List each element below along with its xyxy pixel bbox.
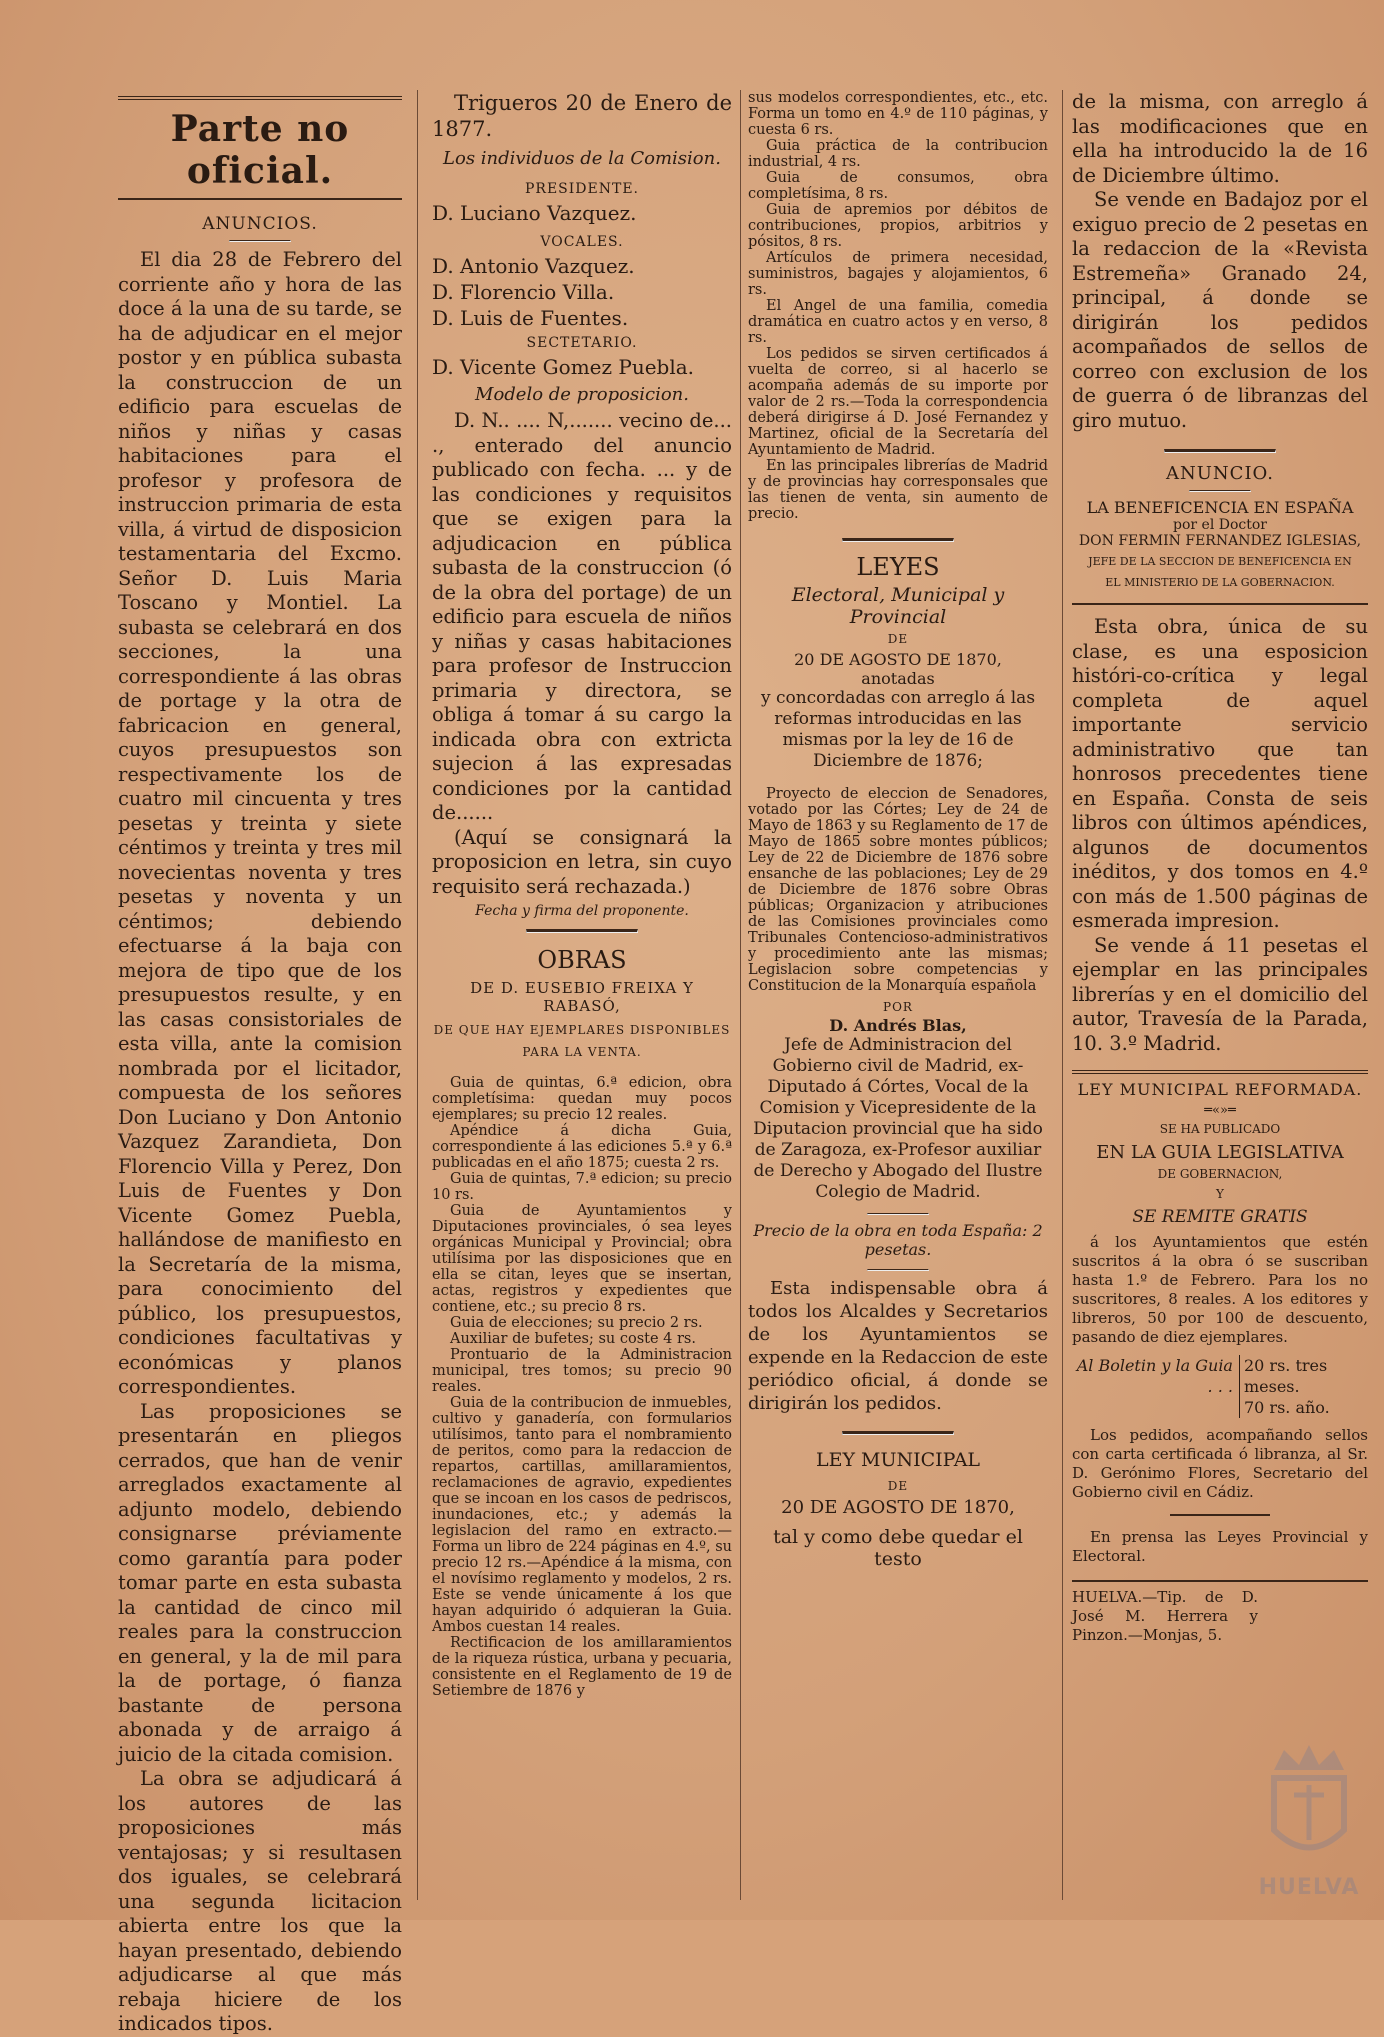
obras-item: Prontuario de la Administracion municipal, tres tomos; su precio 90 reales. <box>432 1347 732 1395</box>
anuncio-heading: ANUNCIO. <box>1166 463 1274 484</box>
obras-heading: OBRAS <box>537 946 627 974</box>
publicado-line: SE HA PUBLICADO <box>1159 1122 1281 1136</box>
column-2 <box>432 90 732 1900</box>
obras-item: Guia práctica de la contribucion industrial, 4 rs. <box>748 138 1048 170</box>
column-rule <box>1062 90 1063 1900</box>
boletin-label: Al Boletin y la Guia . . . <box>1076 1356 1233 1396</box>
modelo-heading: Modelo de proposicion. <box>475 384 689 405</box>
modelo-text: D. N.. .... N,....... vecino de... ., enterado del anuncio publicado con fecha. ... y de las condiciones y requisitos que se exigen para la adjudicacion en pública subasta de la construccion (ó de la obra del portage) de un edificio para escuela de niños y niñas y casas habitaciones para profesor de Instruccion primaria y directora, se obliga á tomar á su cargo la indicada obra con extricta sujecion á las expresadas condiciones por la cantidad de...... <box>432 409 732 824</box>
presidente-name: D. Luciano Vazquez. <box>432 201 637 225</box>
divider <box>867 1213 929 1215</box>
obras-subtitle: DE QUE HAY EJEMPLARES DISPONIBLES PARA LA VENTA. <box>433 1023 731 1059</box>
vocal-name: D. Luis de Fuentes. <box>432 306 629 330</box>
leyes-subtitle: Electoral, Municipal y Provincial <box>791 584 1005 628</box>
boletin-prices <box>1072 1355 1368 1418</box>
obras-item: Guia de quintas, 6.ª edicion, obra completísima: quedan muy pocos ejemplares; su precio 12 reales. <box>432 1075 732 1123</box>
ley-municipal-tail: tal y como debe quedar el testo <box>773 1526 1023 1570</box>
imprenta-line: HUELVA.—Tip. de D. José M. Herrera y Pinzon.—Monjas, 5. <box>1072 1588 1258 1644</box>
column-1 <box>118 90 402 2035</box>
divider <box>1072 603 1368 605</box>
date-line: Trigueros 20 de Enero de 1877. <box>432 91 732 141</box>
ley-municipal-de: DE <box>887 1479 909 1493</box>
column-rule <box>740 90 741 1900</box>
paragraph: El dia 28 de Febrero del corriente año y hora de las doce á la una de su tarde, se ha de adjudicar en el mejor postor y en pública subasta la construccion de un edificio para escuelas de niños y niñas y casas habitaciones para el profesor y profesora de instruccion primaria de esta villa, á virtud de disposicion testamentaria del Excmo. Señor D. Luis Maria Toscano y Montiel. La subasta se celebrará en dos secciones, la una correspondiente á las obras de portage y la otra de fabricacion en general, cuyos presupuestos son respectivamente los de cuatro mil cincuenta y tres pesetas y treinta y siete céntimos y treinta y tres mil novecientas noventa y tres pesetas y noventa y un céntimos; debiendo efectuarse á la baja con mejora de tipo que de los presupuestos resulte, y en las casas consistoriales de esta villa, ante la comision nombrada por el licitador, compuesta de los señores Don Luciano y Don Antonio Vazquez Zarandieta, Don Florencio Villa y Perez, Don Luis de Fuentes y Don Vicente Gomez Puebla, hallándose de manifiesto en la Secretaría de la misma, para conocimiento del público, los presupuestos, condiciones facultativas y económicas y planos correspondientes. <box>118 248 402 1398</box>
leyes-anotadas: anotadas <box>861 669 935 688</box>
obras-item: Apéndice á dicha Guia, correspondiente á las ediciones 5.ª y 6.ª publicadas en el año 1875; cuesta 2 rs. <box>432 1123 732 1171</box>
divider <box>118 96 402 100</box>
divider <box>1164 449 1276 453</box>
por-label: POR <box>883 1000 913 1014</box>
pedidos-text: Los pedidos, acompañando sellos con carta certificada ó libranza, al Sr. D. Gerónimo Flores, Secretario del Gobierno civil en Cádiz. <box>1072 1426 1368 1501</box>
divider <box>118 198 402 200</box>
paragraph: La obra se adjudicará á los autores de las proposiciones más ventajosas; y si resultasen dos iguales, se celebrará una segunda licitacion abierta entre los que la hayan presentado, debiendo adjudicarse al que más rebaja hiciere de los indicados tipos. <box>118 1767 402 2035</box>
firma-line: Fecha y firma del proponente. <box>475 903 689 919</box>
beneficencia-title: LA BENEFICENCIA EN ESPAÑA <box>1086 498 1354 517</box>
leyes-heading: LEYES <box>856 553 940 581</box>
gobernacion-line: DE GOBERNACION, <box>1157 1167 1283 1181</box>
divider <box>1072 1580 1368 1582</box>
obras-item: sus modelos correspondientes, etc., etc. Forma un tomo en 4.º de 110 páginas, y cuesta 6 rs. <box>748 90 1048 138</box>
obras-item: Los pedidos se sirven certificados á vuelta de correo, si al hacerlo se acompaña además de su importe por valor de 2 rs.—Toda la correspondencia deberá dirigirse á D. José Fernandez y Martinez, oficial de la Secretaría del Ayuntamiento de Madrid. <box>748 346 1048 458</box>
anuncios-heading: ANUNCIOS. <box>202 214 318 234</box>
y-line: Y <box>1216 1187 1224 1201</box>
modelo-note: (Aquí se consignará la proposicion en letra, sin cuyo requisito será rechazada.) <box>432 825 732 898</box>
prensa-text: En prensa las Leyes Provincial y Electoral. <box>1072 1528 1368 1565</box>
obras-item: El Angel de una familia, comedia dramática en cuatro actos y en verso, 8 rs. <box>748 298 1048 346</box>
divider <box>526 929 638 933</box>
obras-item: Artículos de primera necesidad, suministros, bagajes y alojamientos, 6 rs. <box>748 250 1048 298</box>
ley-municipal-fecha: 20 DE AGOSTO DE 1870, <box>781 1497 1015 1518</box>
obras-item: Guia de Ayuntamientos y Diputaciones provinciales, ó sea leyes orgánicas Municipal y Provincial; obra utilísima por las disposiciones que en ella se citan, leyes que se insertan, actas, registros y expedientes que contiene, etc.; su precio 8 rs. <box>432 1203 732 1315</box>
ley-reformada-heading: LEY MUNICIPAL REFORMADA. <box>1077 1080 1363 1099</box>
vocales-heading: VOCALES. <box>540 234 624 250</box>
divider <box>842 1431 954 1435</box>
autor-name: D. Andrés Blas, <box>829 1016 967 1035</box>
autor-desc: Jefe de Administracion del Gobierno civil de Madrid, ex-Diputado á Córtes, Vocal de la Comision y Vicepresidente de la Diputacion provincial que ha sido de Zaragoza, ex-Profesor auxiliar de Derecho y Abogado del Ilustre Colegio de Madrid. <box>753 1035 1043 1202</box>
obras-item: Guia de la contribucion de inmuebles, cultivo y ganadería, con formularios utilísimos, tanto para el nombramiento de peritos, como para la redaccion de repartos, cartillas, amillaramientos, reclamaciones de agravio, expedientes que se incoan en los casos de pedriscos, inundaciones, etc.; y además la legislacion del ramo en extracto.—Forma un libro de 224 páginas en 4.º, su precio 12 rs.—Apéndice á la misma, con el novísimo reglamento y modelos, 2 rs. Este se vende únicamente á los que hayan adquirido ó adquieran la Guia. Ambos cuestan 14 reales. <box>432 1395 732 1635</box>
ornament: ═«»═ <box>1204 1103 1236 1118</box>
vocal-name: D. Antonio Vazquez. <box>432 254 635 278</box>
obras-item: Guia de consumos, obra completísima, 8 rs. <box>748 170 1048 202</box>
obras-author: DE D. EUSEBIO FREIXA Y RABASÓ, <box>470 979 694 1015</box>
divider <box>842 538 954 542</box>
leyes-concordadas: y concordadas con arreglo á las reformas introducidas en las mismas por la ley de 16 de Diciembre de 1876; <box>760 688 1036 771</box>
gratis-line: SE REMITE GRATIS <box>1132 1207 1308 1227</box>
vocal-name: D. Florencio Villa. <box>432 280 615 304</box>
obras-item: Rectificacion de los amillaramientos de la riqueza rústica, urbana y pecuaria, consistente en el Reglamento de 19 de Setiembre de 1876 y <box>432 1635 732 1699</box>
ayuntamientos-text: á los Ayuntamientos que estén suscritos á la obra ó se suscriban hasta 1.º de Febrero. Para los no suscritores, 8 reales. A los editores y libreros, 50 por 100 de descuento, pasando de diez ejemplares. <box>1072 1233 1368 1346</box>
paragraph: Se vende en Badajoz por el exiguo precio de 2 pesetas en la redaccion de la «Revista Estremeña» Granado 24, principal, á donde se dirigirán los pedidos acompañados de sellos de correo con exclusion de los de guerra ó de libranzas del giro mutuo. <box>1072 188 1368 432</box>
divider <box>1170 1514 1270 1516</box>
por-doctor: por el Doctor <box>1173 517 1267 533</box>
paragraph: Las proposiciones se presentarán en pliegos cerrados, que han de venir arreglados exactamente al adjunto modelo, debiendo consignarse préviamente como garantía para poder tomar parte en esta subasta la cantidad de cinco mil reales para la construccion en general, y la de mil para la de portage, ó fianza bastante de persona abonada y de arraigo á juicio de la citada comision. <box>118 1399 402 1766</box>
secretario-heading: SECTETARIO. <box>526 335 638 351</box>
obras-item: Guia de elecciones; su precio 2 rs. <box>450 1315 703 1331</box>
column-4 <box>1072 90 1368 1900</box>
ministerio-line: EL MINISTERIO DE LA GOBERNACION. <box>1105 576 1335 589</box>
paragraph: de la misma, con arreglo á las modificaciones que en ella ha introducido la de 16 de Diciembre último. <box>1072 90 1368 187</box>
divider <box>229 240 291 242</box>
doctor-name: DON FERMIN FERNANDEZ IGLESIAS, <box>1078 533 1362 549</box>
obras-item: Guia de apremios por débitos de contribuciones, propios, arbitrios y pósitos, 8 rs. <box>748 202 1048 250</box>
price-year: 70 rs. año. <box>1243 1398 1330 1417</box>
leyes-fecha: 20 DE AGOSTO DE 1870, <box>794 650 1002 669</box>
obras-item: En las principales librerías de Madrid y de provincias hay corresponsales que las tienen de venta, sin aumento de precio. <box>748 458 1048 522</box>
leyes-de: DE <box>887 632 909 646</box>
presidente-heading: PRESIDENTE. <box>524 181 639 197</box>
divider <box>1072 1070 1368 1074</box>
obras-item: Guia de quintas, 7.ª edicion; su precio 10 rs. <box>432 1171 732 1203</box>
library-stamp <box>1254 1730 1364 1900</box>
price-three-months: 20 rs. tres meses. <box>1243 1356 1328 1396</box>
guia-legislativa: EN LA GUIA LEGISLATIVA <box>1096 1142 1344 1163</box>
jefe-line: JEFE DE LA SECCION DE BENEFICENCIA EN <box>1088 555 1352 568</box>
stamp-label: HUELVA <box>1258 1875 1360 1900</box>
column-3 <box>748 90 1048 1900</box>
boletin-values <box>1239 1355 1368 1418</box>
paragraph: Esta obra, única de su clase, es una esposicion históri-co-crítica y legal completa de aquel importante servicio administrativo que tan honrosos precedentes tiene en España. Consta de seis libros con últimos apéndices, algunos de documentos inéditos, y dos tomos en 4.º con más de 1.500 páginas de esmerada impresion. <box>1072 615 1368 932</box>
divider <box>867 1269 929 1271</box>
indispensable-text: Esta indispensable obra á todos los Alcaldes y Secretarios de los Ayuntamientos se expende en la Redaccion de este periódico oficial, á donde se dirigirán los pedidos. <box>748 1278 1048 1414</box>
proyecto-text: Proyecto de eleccion de Senadores, votado por las Córtes; Ley de 24 de Mayo de 1863 y su Reglamento de 17 de Mayo de 1865 sobre montes públicos; Ley de 22 de Diciembre de 1876 sobre ensanche de las poblaciones; Ley de 29 de Diciembre de 1876 sobre Obras públicas; Organizacion y atribuciones de las Comisiones provinciales como Tribunales Contencioso-administrativos y procedimiento ante las mismas; Legislacion sobre competencias y Constitucion de la Monarquía española <box>748 786 1048 994</box>
comision-line: Los individuos de la Comision. <box>443 148 721 169</box>
obras-item: Auxiliar de bufetes; su coste 4 rs. <box>450 1331 696 1347</box>
paragraph: Se vende á 11 pesetas el ejemplar en las principales librerías y en el domicilio del autor, Travesía de la Parada, 10. 3.º Madrid. <box>1072 933 1368 1055</box>
crown-shield-icon <box>1254 1730 1364 1870</box>
section-title: Parte no oficial. <box>170 108 350 192</box>
precio-line: Precio de la obra en toda España: 2 pesetas. <box>753 1221 1043 1259</box>
ley-municipal-heading: LEY MUNICIPAL <box>815 1449 981 1471</box>
divider <box>1189 490 1251 492</box>
secretario-name: D. Vicente Gomez Puebla. <box>432 355 695 379</box>
column-rule <box>417 90 418 1900</box>
